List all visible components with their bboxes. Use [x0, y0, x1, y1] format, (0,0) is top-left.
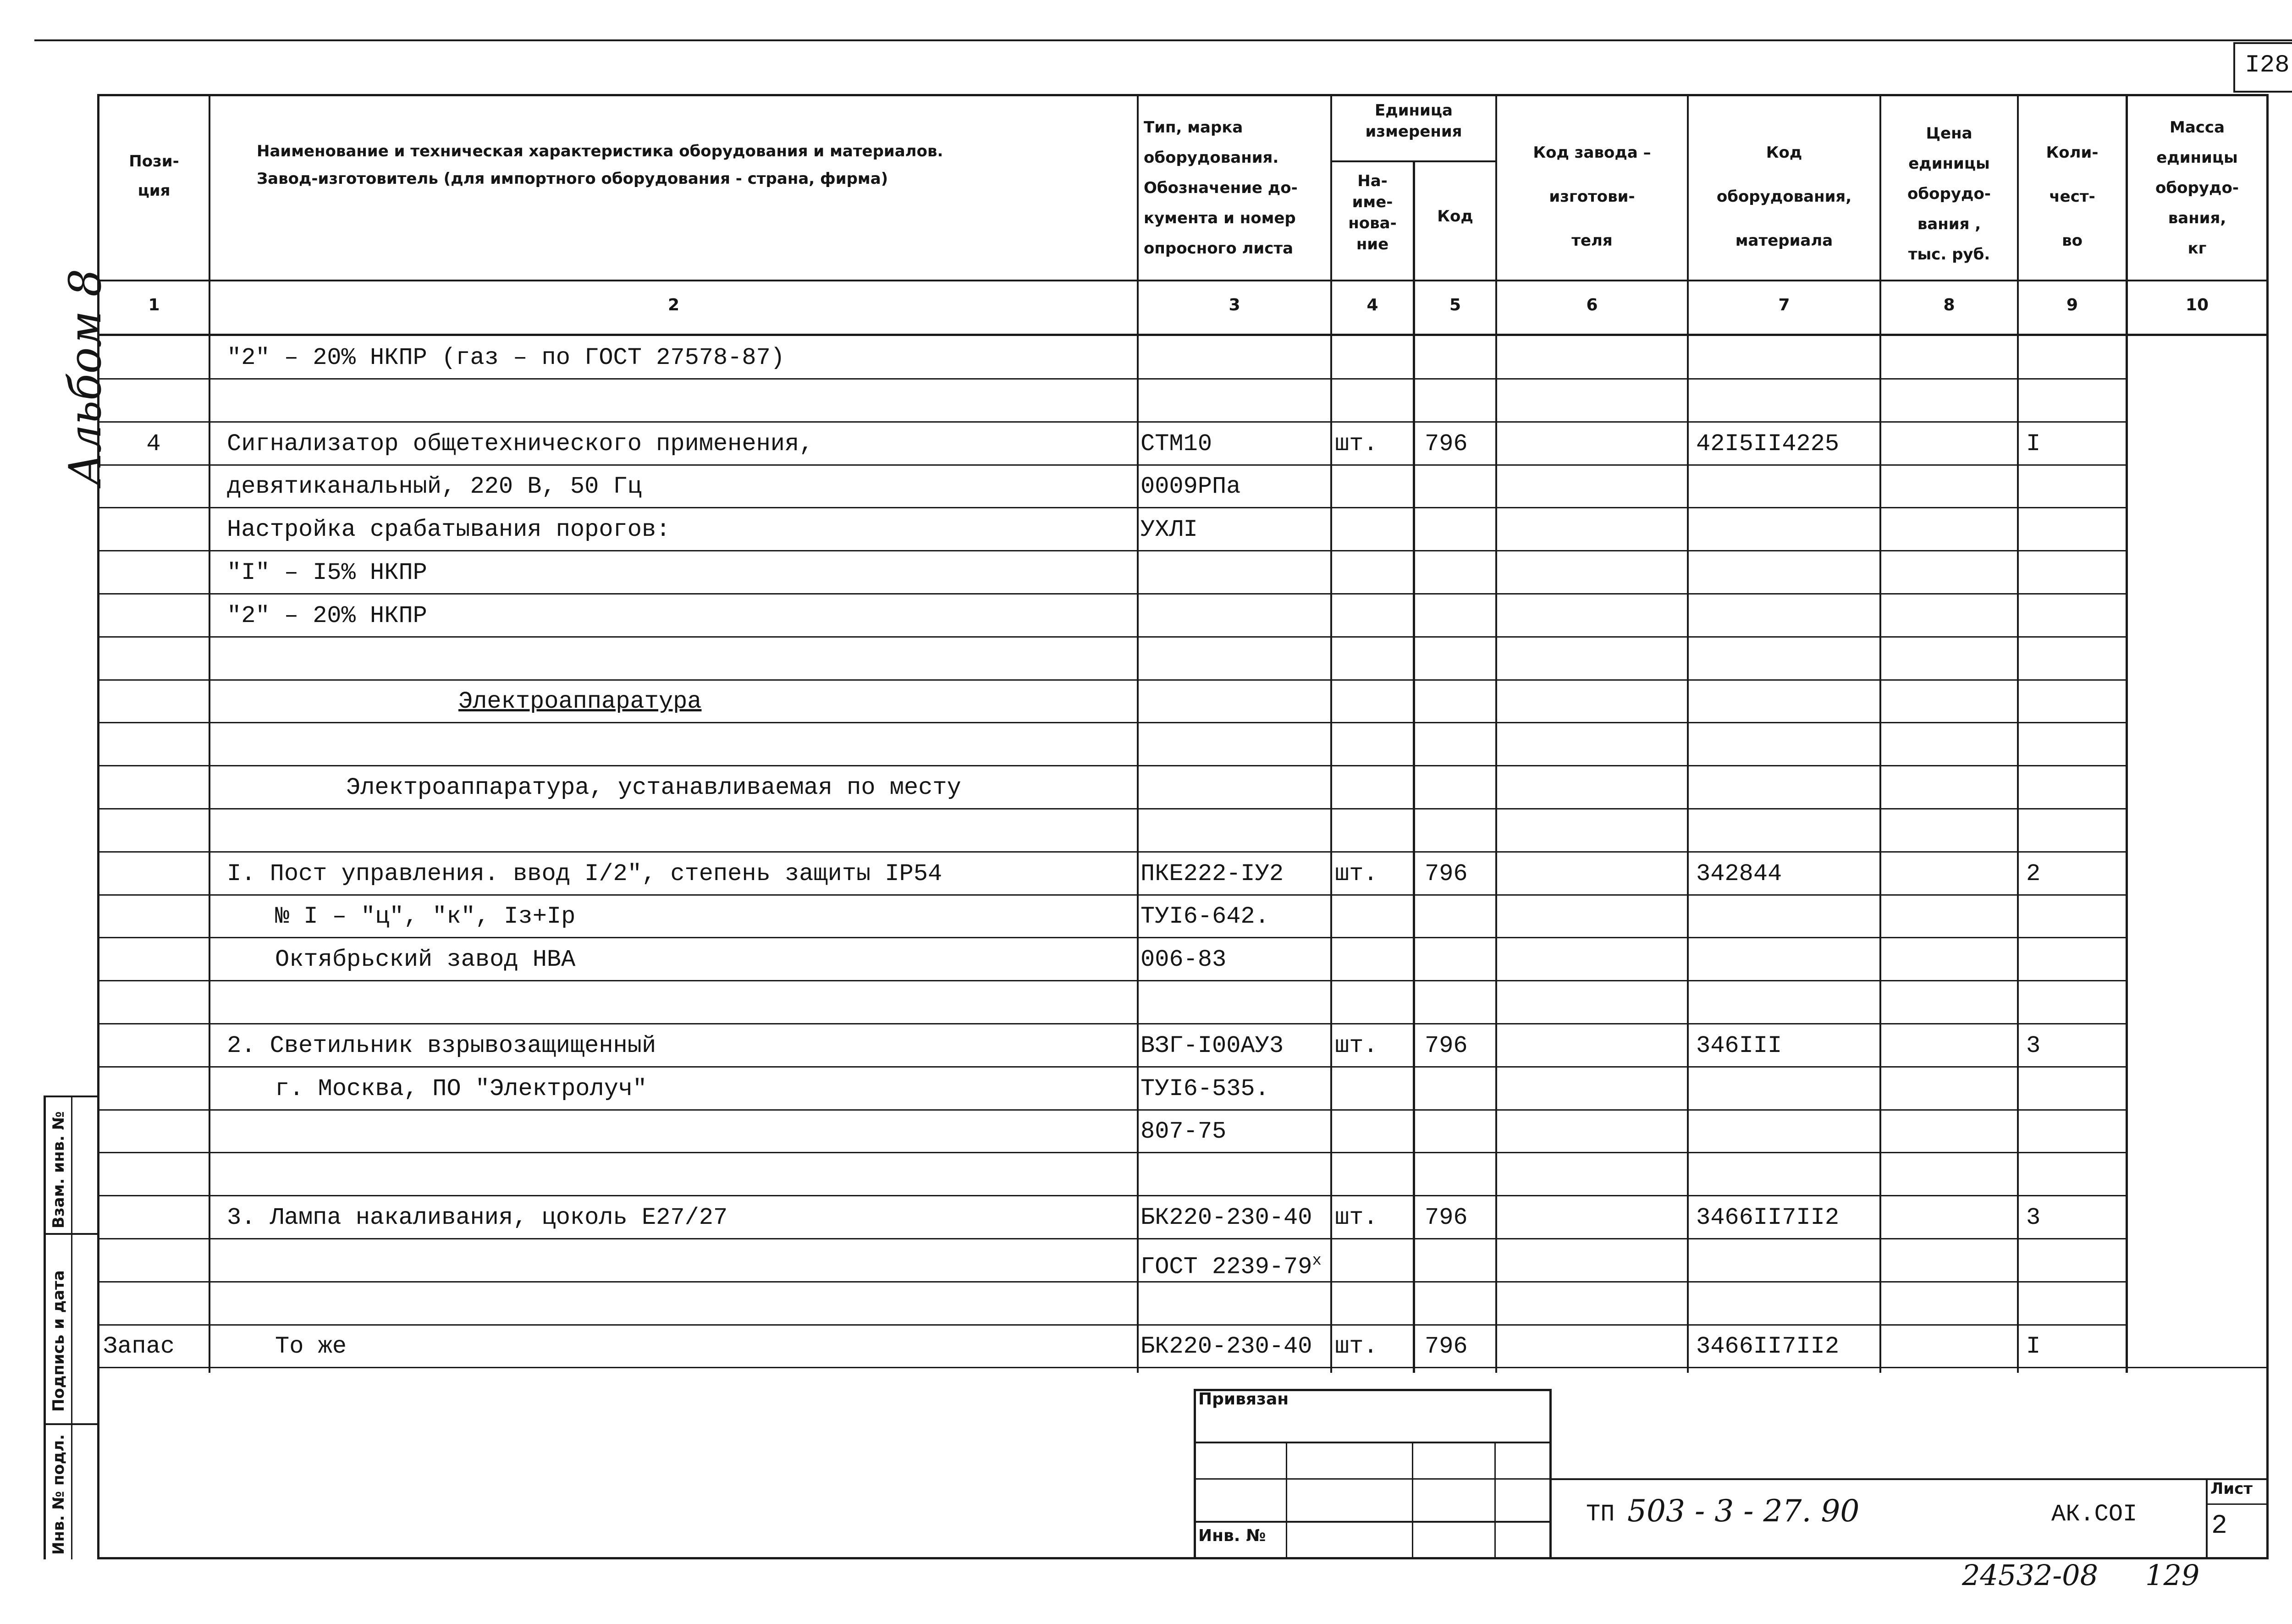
stamp-v3 [1494, 1442, 1496, 1559]
colnum-5: 5 [1449, 296, 1461, 314]
footer-page-number: 129 [2145, 1558, 2200, 1592]
stamp-doc-code: 503 - 3 - 27. 90 [1627, 1493, 1860, 1529]
col-header-unit-name: На- име- нова- ние [1348, 172, 1397, 253]
cell-type: 807-75 [1140, 1118, 1227, 1145]
cell-type: ГОСТ 2239-79$^x$ [1140, 1252, 1322, 1281]
colnum-1: 1 [148, 296, 160, 314]
col-header-equip-code: Код оборудования, материала [1716, 143, 1852, 250]
cell-type: 0009РПа [1140, 473, 1241, 500]
side-label-inv-orig: Инв. № подл. [50, 1434, 68, 1555]
row-rule [97, 1023, 2128, 1024]
table-top [97, 94, 2269, 96]
cell-unit: шт. [1335, 1333, 1378, 1360]
cell-equip: 42I5II4225 [1696, 430, 1840, 457]
stamp-list-label: Лист [2210, 1480, 2253, 1498]
cell-type: ТУI6-535. [1140, 1075, 1269, 1102]
titleblock-top [1551, 1478, 2269, 1480]
sheet-number-box [2233, 42, 2292, 93]
col-header-pos: Пози- ция [129, 152, 179, 200]
sheet-number: I28 [2245, 51, 2290, 79]
cell-unit: шт. [1335, 430, 1378, 457]
cell-name: I. Пост управления. ввод I/2", степень защиты IР54 [227, 860, 942, 887]
side-inner-line [71, 1096, 72, 1559]
cell-name: "2" – 20% НКПР (газ – по ГОСТ 27578-87) [227, 344, 785, 371]
col-sep-2 [1137, 94, 1139, 1373]
col-header-price: Цена единицы оборудо- вания , тыс. руб. [1907, 124, 1991, 264]
cell-unit: шт. [1335, 860, 1378, 887]
stamp-doc-mark: АК.СОI [2051, 1501, 2138, 1528]
list-box-left [2206, 1478, 2208, 1559]
cell-qty: 2 [2026, 860, 2041, 887]
cell-name: 2. Светильник взрывозащищенный [227, 1032, 656, 1059]
handwritten-album-label: Альбом 8 [60, 269, 111, 486]
col-sep-9 [2126, 94, 2128, 1373]
cell-name: девятиканальный, 220 В, 50 Гц [227, 473, 642, 500]
cell-code: 796 [1425, 1204, 1468, 1231]
cell-equip: 342844 [1696, 860, 1782, 887]
cell-name: Настройка срабатывания порогов: [227, 516, 671, 543]
cell-name: Электроаппаратура, устанавливаемая по месту [346, 774, 961, 801]
stamp-v2 [1412, 1442, 1413, 1559]
side-label-inv-zam: Взам. инв. № [50, 1111, 68, 1228]
cell-type: ПКЕ222-IУ2 [1140, 860, 1284, 887]
row-rule [97, 421, 2128, 423]
col-sep-1 [209, 94, 210, 1373]
row-rule [97, 1152, 2128, 1153]
cell-qty: I [2026, 430, 2041, 457]
colnum-9: 9 [2066, 296, 2078, 314]
colnum-4: 4 [1366, 296, 1378, 314]
cell-type: УХЛI [1140, 516, 1198, 543]
cell-unit: шт. [1335, 1032, 1378, 1059]
col-sep-6 [1687, 94, 1689, 1373]
col-sep-4 [1413, 160, 1415, 1373]
cell-equip: 3466II7II2 [1696, 1204, 1840, 1231]
row-rule [97, 851, 2128, 853]
cell-qty: 3 [2026, 1032, 2041, 1059]
footer-archive-number: 24532-08 [1962, 1558, 2099, 1592]
stamp-h3 [1194, 1521, 1551, 1523]
colnum-8: 8 [1943, 296, 1955, 314]
stamp-h2 [1194, 1478, 1551, 1480]
cell-equip: 3466II7II2 [1696, 1333, 1840, 1360]
cell-name: № I – "ц", "к", Iз+Iр [275, 903, 576, 930]
cell-unit: шт. [1335, 1204, 1378, 1231]
side-label-sign-date: Подпись и дата [50, 1270, 68, 1412]
unit-group-divider [1330, 160, 1495, 162]
col-header-name: Наименование и техническая характеристика оборудования и материалов. Завод-изготовитель (для импортного оборудования - страна, фирма) [257, 142, 943, 188]
col-header-type: Тип, марка оборудования. Обозначение до- кумента и номер опросного листа [1144, 118, 1298, 258]
header-bottom [97, 280, 2269, 281]
row-rule [97, 1195, 2128, 1196]
cell-pos: Запас [103, 1333, 175, 1360]
col-header-qty: Коли- чест- во [2046, 143, 2099, 250]
col-header-unit-code: Код [1437, 207, 1473, 226]
stamp-h1 [1194, 1442, 1551, 1443]
col-sep-7 [1879, 94, 1881, 1373]
row-rule [97, 722, 2128, 723]
cell-code: 796 [1425, 430, 1468, 457]
col-sep-3 [1330, 94, 1332, 1373]
cell-pos: 4 [146, 430, 161, 457]
list-box-divider [2206, 1503, 2269, 1505]
cell-qty: 3 [2026, 1204, 2041, 1231]
cell-name: Электроаппаратура [458, 688, 702, 715]
side-frame-left [44, 1096, 46, 1559]
cell-type: 006-83 [1140, 946, 1227, 973]
colnum-6: 6 [1586, 296, 1598, 314]
cell-type: СТМ10 [1140, 430, 1212, 457]
cell-name: г. Москва, ПО "Электролуч" [275, 1075, 647, 1102]
stamp-left [1194, 1389, 1196, 1559]
row-rule [97, 1281, 2128, 1283]
colnum-7: 7 [1778, 296, 1790, 314]
cell-code: 796 [1425, 860, 1468, 887]
cell-qty: I [2026, 1333, 2041, 1360]
cell-name: "I" – I5% НКПР [227, 559, 427, 586]
cell-name: Октябрьский завод НВА [275, 946, 576, 973]
row-rule [97, 765, 2128, 766]
cell-equip: 346III [1696, 1032, 1782, 1059]
colnum-3: 3 [1229, 296, 1240, 314]
cell-name: То же [275, 1333, 347, 1360]
col-sep-5 [1495, 94, 1497, 1373]
stamp-inv-no: Инв. № [1198, 1526, 1266, 1545]
stamp-right-small [1549, 1389, 1552, 1559]
top-rule [34, 39, 2292, 41]
cell-type-superscript: x [1312, 1252, 1322, 1270]
cell-type: ВЗГ-I00АУ3 [1140, 1032, 1284, 1059]
colnum-10: 10 [2185, 296, 2209, 314]
stamp-list-number: 2 [2211, 1511, 2227, 1541]
cell-name: 3. Лампа накаливания, цоколь Е27/27 [227, 1204, 728, 1231]
stamp-v1 [1286, 1442, 1287, 1559]
cell-code: 796 [1425, 1032, 1468, 1059]
frame-right [2266, 94, 2269, 1558]
cell-type: БК220-230-40 [1140, 1333, 1312, 1360]
col-header-mass: Масса единицы оборудо- вания, кг [2155, 118, 2239, 258]
colnum-bottom [97, 334, 2269, 336]
cell-code: 796 [1425, 1333, 1468, 1360]
colnum-2: 2 [667, 296, 680, 314]
col-sep-8 [2017, 94, 2019, 1373]
cell-name: Сигнализатор общетехнического применения, [227, 430, 814, 457]
cell-name: "2" – 20% НКПР [227, 602, 427, 629]
stamp-tp-prefix: ТП [1586, 1501, 1615, 1528]
col-header-factory-code: Код завода – изготови- теля [1533, 143, 1651, 250]
frame-bottom [97, 1557, 2269, 1559]
col-header-unit-group: Единица измерения [1365, 101, 1462, 141]
cell-type: БК220-230-40 [1140, 1204, 1312, 1231]
stamp-privyazan: Привязан [1198, 1390, 1289, 1409]
cell-type: ТУI6-642. [1140, 903, 1269, 930]
row-rule [97, 679, 2128, 681]
